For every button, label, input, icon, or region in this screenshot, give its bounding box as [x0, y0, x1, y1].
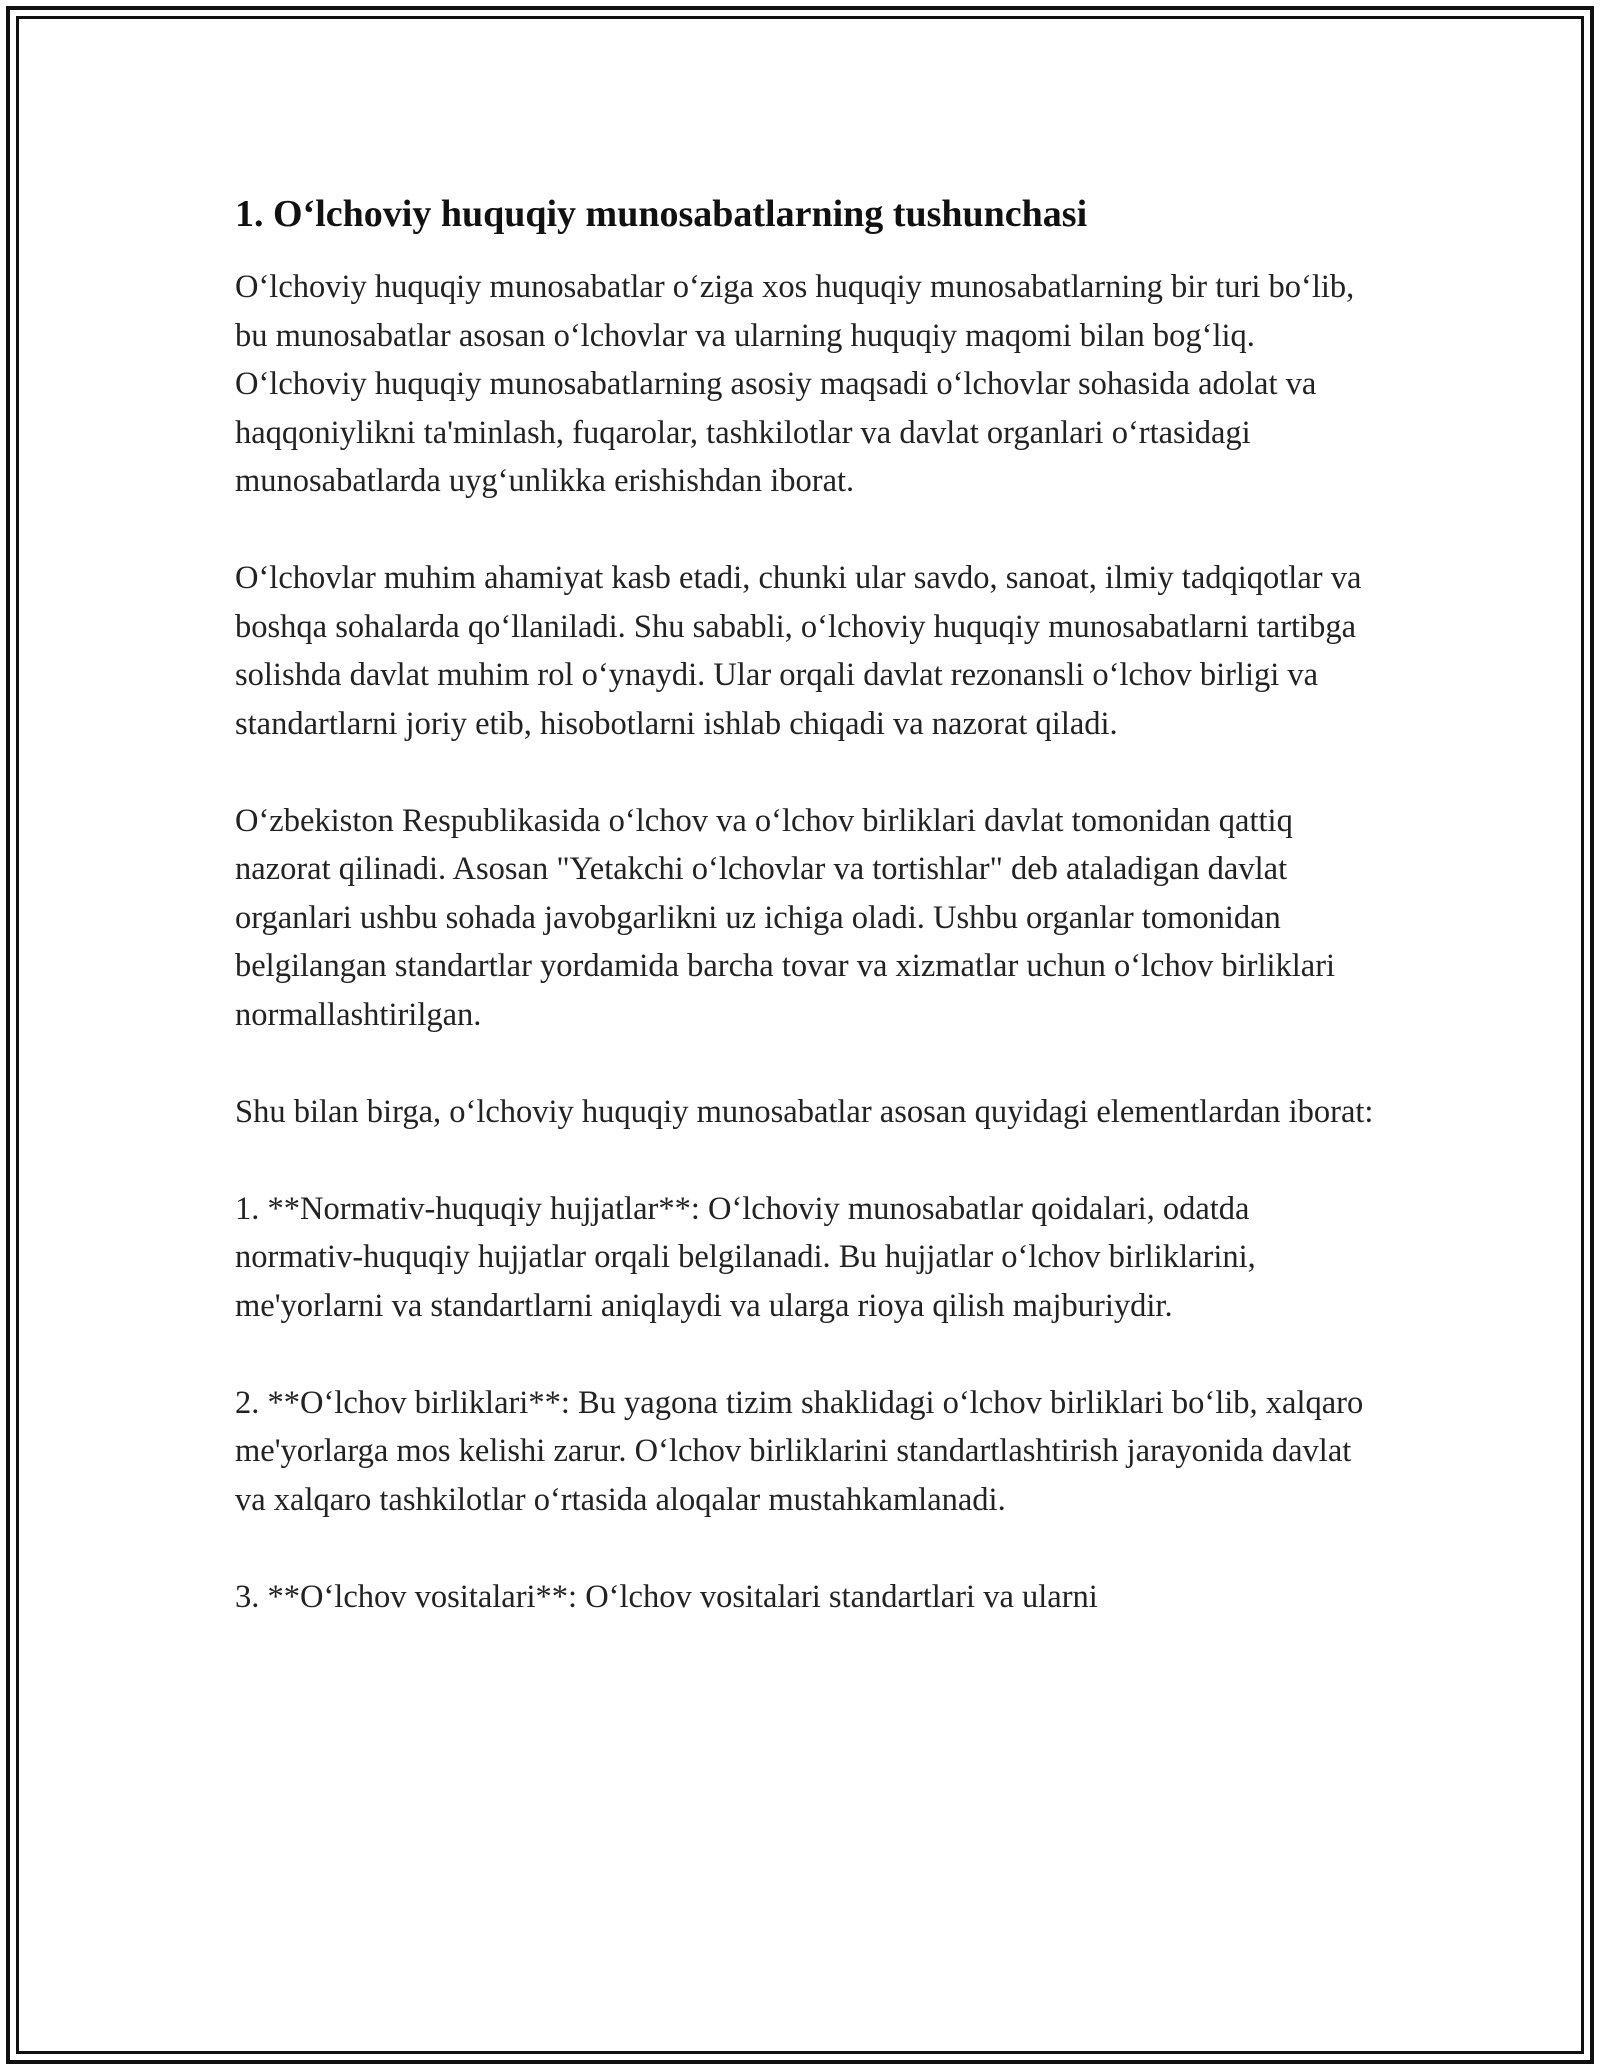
- paragraph-importance: O‘lchovlar muhim ahamiyat kasb etadi, chunki ular savdo, sanoat, ilmiy tadqiqotlar va boshqa sohalarda qo‘llaniladi. Shu sababli, o‘lchoviy huquqiy munosabatlarni tartibga solishda davlat muhim rol o‘ynaydi. Ular orqali davlat rezonansli o‘lchov birligi va standartlarni joriy etib, hisobotlarni ishlab chiqadi va nazorat qiladi.: [235, 560, 1362, 742]
- list-item-measurement-tools: 3. **O‘lchov vositalari**: O‘lchov vositalari standartlari va ularni: [235, 1578, 1098, 1615]
- paragraph-intro: O‘lchoviy huquqiy munosabatlar o‘ziga xos huquqiy munosabatlarning bir turi bo‘lib, bu munosabatlar asosan o‘lchovlar va ularning huquqiy maqomi bilan bog‘liq. O‘lchoviy huquqiy munosabatlarning asosiy maqsadi o‘lchovlar sohasida adolat va haqqoniylikni ta'minlash, fuqarolar, tashkilotlar va davlat organlari o‘rtasidagi munosabatlarda uyg‘unlikka erishishdan iborat.: [235, 269, 1355, 499]
- document-body: [235, 185, 1375, 1621]
- list-item-normative-documents: 1. **Normativ-huquqiy hujjatlar**: O‘lchoviy munosabatlar qoidalari, odatda normativ-huquqiy hujjatlar orqali belgilanadi. Bu hujjatlar o‘lchov birliklarini, me'yorlarni va standartlarni aniqlaydi va ularga rioya qilish majburiydir.: [235, 1190, 1256, 1324]
- paragraph-uzbekistan: O‘zbekiston Respublikasida o‘lchov va o‘lchov birliklari davlat tomonidan qattiq nazorat qilinadi. Asosan "Yetakchi o‘lchovlar va tortishlar" deb ataladigan davlat organlari ushbu sohada javobgarlikni uz ichiga oladi. Ushbu organlar tomonidan belgilangan standartlar yordamida barcha tovar va xizmatlar uchun o‘lchov birliklari normallashtirilgan.: [235, 802, 1336, 1033]
- paragraph-elements-intro: Shu bilan birga, o‘lchoviy huquqiy munosabatlar asosan quyidagi elementlardan iborat:: [235, 1093, 1374, 1130]
- list-item-measurement-units: 2. **O‘lchov birliklari**: Bu yagona tizim shaklidagi o‘lchov birliklari bo‘lib, xalqaro me'yorlarga mos kelishi zarur. O‘lchov birliklarini standartlashtirish jarayonida davlat va xalqaro tashkilotlar o‘rtasida aloqalar mustahkamlanadi.: [235, 1384, 1364, 1518]
- section-heading: 1. O‘lchoviy huquqiy munosabatlarning tushunchasi: [235, 193, 1088, 235]
